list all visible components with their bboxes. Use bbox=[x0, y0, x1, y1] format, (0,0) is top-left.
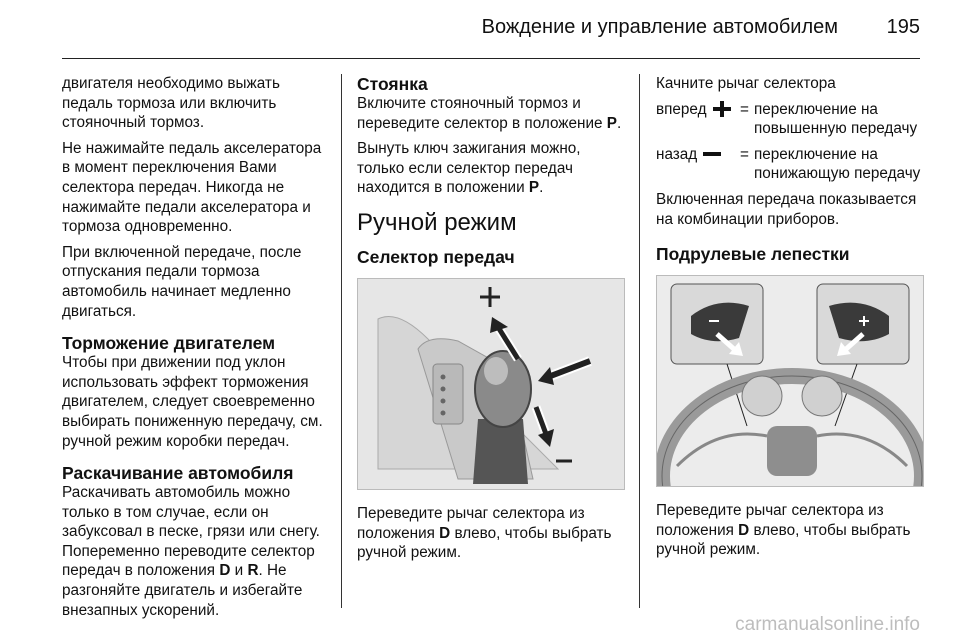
gear-d-label: D bbox=[219, 562, 231, 580]
plus-icon bbox=[712, 100, 732, 118]
section-heading: Подрулевые лепестки bbox=[656, 244, 850, 265]
gear-r-label: R bbox=[247, 562, 259, 580]
minus-icon bbox=[702, 145, 722, 163]
page-title: Вождение и управление автомобилем bbox=[481, 16, 838, 38]
gear-p-label: P bbox=[606, 114, 617, 132]
figure-caption: Переведите рычаг селектора из положения D влево, чтобы выбрать ручной режим. bbox=[357, 504, 612, 562]
paragraph: двигателя необходимо выжать педаль тормоза или включить стояночный тормоз. bbox=[62, 75, 280, 132]
gear-back-row: назад = переключение на понижающую передачу bbox=[656, 145, 921, 183]
section-heading: Раскачивание автомобиля bbox=[62, 463, 294, 484]
section-heading: Торможение двигателем bbox=[62, 333, 276, 354]
section-heading: Стоянка bbox=[357, 74, 428, 94]
figure-caption: Переведите рычаг селектора из положения D влево, чтобы выбрать ручной режим. bbox=[656, 502, 911, 559]
chapter-heading: Ручной режим bbox=[357, 208, 517, 236]
gear-selector-illustration bbox=[357, 278, 625, 490]
paragraph: Раскачивать автомобиль можно только в том случае, если он забуксовал в песке, грязи или снегу. Попеременно переводите селектор передач в положения D и R. Не разгоняйте двигатель и избегайте внезапных ускорений. bbox=[62, 484, 320, 619]
column-left bbox=[62, 74, 324, 626]
column-divider bbox=[639, 74, 640, 608]
page-number: 195 bbox=[886, 16, 920, 38]
column-right bbox=[656, 74, 924, 566]
column-divider bbox=[341, 74, 342, 608]
paragraph: Вынуть ключ зажигания можно, только если селектор передач находится в положении P. bbox=[357, 140, 581, 197]
paragraph: Качните рычаг селектора bbox=[656, 75, 836, 92]
back-label: назад bbox=[656, 145, 698, 163]
paragraph: Чтобы при движении под уклон использовать эффект торможения двигателем, следует своевременно выбирать пониженную передачу, см. ручной режим коробки передач. bbox=[62, 354, 323, 450]
gear-d-label: D bbox=[439, 524, 451, 542]
gear-p-label: P bbox=[528, 179, 540, 197]
paragraph: Включите стояночный тормоз и переведите селектор в положение P. bbox=[357, 95, 622, 132]
page-header bbox=[62, 0, 920, 59]
gear-forward-row: вперед = переключение на повышенную передачу bbox=[656, 100, 918, 138]
gear-d-label: D bbox=[738, 521, 750, 539]
section-heading: Селектор передач bbox=[357, 246, 515, 267]
paragraph: При включенной передаче, после отпускания педали тормоза автомобиль начинает медленно двигаться. bbox=[62, 243, 302, 320]
paddle-shifters-illustration bbox=[656, 275, 924, 487]
paragraph: Не нажимайте педаль акселератора в момент переключения Вами селектора передач. Никогда не нажимайте педали акселератора и тормоза одновременно. bbox=[62, 139, 322, 236]
forward-label: вперед bbox=[656, 100, 707, 118]
paragraph: Включенная передача показывается на комбинации приборов. bbox=[656, 190, 917, 228]
watermark: carmanualsonline.info bbox=[735, 614, 920, 635]
column-middle bbox=[357, 74, 625, 569]
